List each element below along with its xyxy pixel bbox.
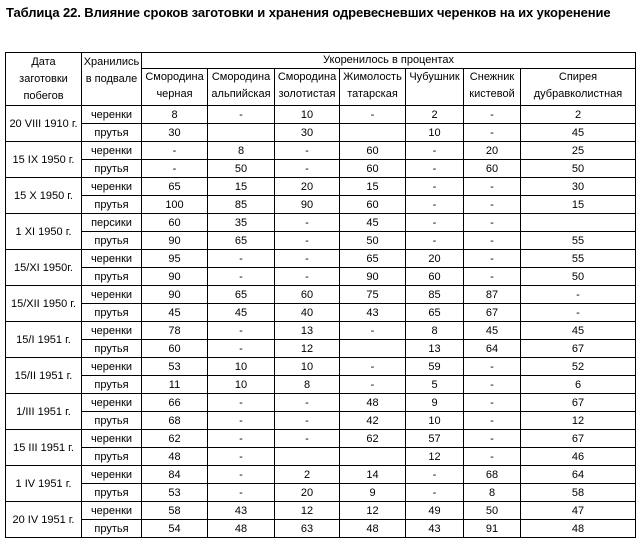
value-cell: - xyxy=(208,250,275,268)
value-cell: 8 xyxy=(464,484,521,502)
table-row xyxy=(6,304,636,322)
date-cell: 1/III 1951 г. xyxy=(6,394,82,430)
header-col-1: Смородина альпийская xyxy=(208,68,275,105)
stored-kind-cell: черенки xyxy=(82,178,142,196)
value-cell: 60 xyxy=(340,196,406,214)
value-cell: - xyxy=(464,376,521,394)
value-cell: - xyxy=(208,430,275,448)
value-cell: 50 xyxy=(521,160,636,178)
value-cell: - xyxy=(464,178,521,196)
table-row xyxy=(6,124,636,142)
stored-kind-cell: черенки xyxy=(82,106,142,124)
value-cell: 10 xyxy=(208,376,275,394)
value-cell: 60 xyxy=(142,214,208,232)
value-cell: 46 xyxy=(521,448,636,466)
value-cell: - xyxy=(340,322,406,340)
value-cell: 9 xyxy=(340,484,406,502)
value-cell: - xyxy=(208,448,275,466)
table-row xyxy=(6,286,636,304)
value-cell: 2 xyxy=(275,466,340,484)
value-cell: 48 xyxy=(340,520,406,538)
value-cell: 5 xyxy=(406,376,464,394)
value-cell: 54 xyxy=(142,520,208,538)
value-cell: 30 xyxy=(275,124,340,142)
value-cell: 50 xyxy=(340,232,406,250)
table-row xyxy=(6,322,636,340)
value-cell: - xyxy=(464,214,521,232)
value-cell xyxy=(275,448,340,466)
table-row xyxy=(6,520,636,538)
value-cell: 60 xyxy=(464,160,521,178)
date-cell: 15/I 1951 г. xyxy=(6,322,82,358)
value-cell: 14 xyxy=(340,466,406,484)
value-cell: - xyxy=(208,340,275,358)
value-cell: 30 xyxy=(521,178,636,196)
value-cell: 87 xyxy=(464,286,521,304)
value-cell: 48 xyxy=(142,448,208,466)
stored-kind-cell: прутья xyxy=(82,160,142,178)
table-row xyxy=(6,358,636,376)
value-cell: 48 xyxy=(521,520,636,538)
value-cell: 13 xyxy=(406,340,464,358)
value-cell: 40 xyxy=(275,304,340,322)
value-cell: - xyxy=(275,142,340,160)
value-cell: - xyxy=(406,214,464,232)
value-cell: 9 xyxy=(406,394,464,412)
value-cell: 60 xyxy=(406,268,464,286)
header-col-6: Спирея дубравколистная xyxy=(521,68,636,105)
value-cell: 8 xyxy=(406,322,464,340)
value-cell: - xyxy=(464,412,521,430)
value-cell: 20 xyxy=(406,250,464,268)
value-cell: - xyxy=(406,178,464,196)
value-cell: - xyxy=(406,142,464,160)
value-cell: 90 xyxy=(142,268,208,286)
table-title: Таблица 22. Влияние сроков заготовки и хранения одревесневших черенков на их укоренение xyxy=(6,5,611,20)
date-cell: 15 IX 1950 г. xyxy=(6,142,82,178)
stored-kind-cell: прутья xyxy=(82,520,142,538)
table-row xyxy=(6,250,636,268)
value-cell: 6 xyxy=(521,376,636,394)
value-cell: 10 xyxy=(406,124,464,142)
value-cell: - xyxy=(208,322,275,340)
value-cell: 12 xyxy=(521,412,636,430)
header-stored: Хранились в подвале xyxy=(82,53,142,106)
value-cell: 20 xyxy=(275,484,340,502)
value-cell: 75 xyxy=(340,286,406,304)
value-cell: 43 xyxy=(208,502,275,520)
value-cell: - xyxy=(464,232,521,250)
value-cell: 67 xyxy=(521,340,636,358)
value-cell: 65 xyxy=(142,178,208,196)
value-cell: 58 xyxy=(521,484,636,502)
value-cell: - xyxy=(275,160,340,178)
value-cell: 55 xyxy=(521,232,636,250)
value-cell: 64 xyxy=(464,340,521,358)
value-cell: 49 xyxy=(406,502,464,520)
value-cell: - xyxy=(464,448,521,466)
value-cell: - xyxy=(464,250,521,268)
value-cell: 59 xyxy=(406,358,464,376)
value-cell: - xyxy=(464,124,521,142)
date-cell: 1 IV 1951 г. xyxy=(6,466,82,502)
value-cell: - xyxy=(208,484,275,502)
table-row xyxy=(6,448,636,466)
value-cell: 67 xyxy=(464,304,521,322)
value-cell: 45 xyxy=(208,304,275,322)
date-cell: 15/XII 1950 г. xyxy=(6,286,82,322)
value-cell: 60 xyxy=(340,142,406,160)
value-cell: 62 xyxy=(340,430,406,448)
table-row xyxy=(6,412,636,430)
value-cell: 90 xyxy=(142,286,208,304)
value-cell: 85 xyxy=(208,196,275,214)
stored-kind-cell: черенки xyxy=(82,250,142,268)
header-col-0: Смородина черная xyxy=(142,68,208,105)
table-row xyxy=(6,394,636,412)
value-cell: - xyxy=(340,106,406,124)
value-cell: - xyxy=(275,412,340,430)
value-cell: 50 xyxy=(464,502,521,520)
table-row xyxy=(6,340,636,358)
stored-kind-cell: персики xyxy=(82,214,142,232)
header-rooted-percent: Укоренилось в процентах xyxy=(142,53,636,69)
value-cell: - xyxy=(464,394,521,412)
table-row xyxy=(6,196,636,214)
value-cell: - xyxy=(208,268,275,286)
value-cell: - xyxy=(208,466,275,484)
value-cell: - xyxy=(275,250,340,268)
table-row xyxy=(6,214,636,232)
value-cell: 58 xyxy=(142,502,208,520)
value-cell: 10 xyxy=(275,358,340,376)
value-cell: 15 xyxy=(521,196,636,214)
value-cell xyxy=(340,124,406,142)
value-cell: 45 xyxy=(521,124,636,142)
stored-kind-cell: черенки xyxy=(82,502,142,520)
value-cell: - xyxy=(340,376,406,394)
value-cell: 15 xyxy=(208,178,275,196)
table-row xyxy=(6,106,636,124)
value-cell: 42 xyxy=(340,412,406,430)
value-cell: - xyxy=(275,214,340,232)
value-cell: 55 xyxy=(521,250,636,268)
value-cell: 45 xyxy=(521,322,636,340)
value-cell: 57 xyxy=(406,430,464,448)
value-cell: 10 xyxy=(406,412,464,430)
value-cell: 84 xyxy=(142,466,208,484)
value-cell: 20 xyxy=(275,178,340,196)
value-cell: 10 xyxy=(208,358,275,376)
value-cell: 11 xyxy=(142,376,208,394)
value-cell: 30 xyxy=(142,124,208,142)
stored-kind-cell: черенки xyxy=(82,466,142,484)
value-cell: 8 xyxy=(208,142,275,160)
value-cell: 12 xyxy=(275,340,340,358)
value-cell: 85 xyxy=(406,286,464,304)
value-cell: 60 xyxy=(340,160,406,178)
rooting-table xyxy=(5,52,636,538)
value-cell: 65 xyxy=(340,250,406,268)
table-row xyxy=(6,376,636,394)
stored-kind-cell: прутья xyxy=(82,412,142,430)
value-cell: 50 xyxy=(208,160,275,178)
value-cell: 15 xyxy=(340,178,406,196)
value-cell: 52 xyxy=(521,358,636,376)
stored-kind-cell: черенки xyxy=(82,322,142,340)
stored-kind-cell: прутья xyxy=(82,340,142,358)
value-cell: 67 xyxy=(521,394,636,412)
value-cell: - xyxy=(464,430,521,448)
value-cell: 45 xyxy=(340,214,406,232)
value-cell: - xyxy=(208,412,275,430)
value-cell: 12 xyxy=(275,502,340,520)
stored-kind-cell: прутья xyxy=(82,376,142,394)
value-cell: - xyxy=(464,106,521,124)
value-cell: - xyxy=(275,394,340,412)
date-cell: 20 IV 1951 г. xyxy=(6,502,82,538)
stored-kind-cell: прутья xyxy=(82,124,142,142)
header-col-5: Снежник кистевой xyxy=(464,68,521,105)
value-cell: - xyxy=(275,232,340,250)
value-cell: 48 xyxy=(208,520,275,538)
value-cell: 65 xyxy=(208,286,275,304)
value-cell: - xyxy=(406,232,464,250)
value-cell: 65 xyxy=(406,304,464,322)
header-col-4: Чубушник xyxy=(406,68,464,105)
value-cell: 20 xyxy=(464,142,521,160)
stored-kind-cell: черенки xyxy=(82,358,142,376)
value-cell: 43 xyxy=(340,304,406,322)
value-cell: - xyxy=(340,358,406,376)
value-cell: - xyxy=(406,484,464,502)
date-cell: 15/XI 1950г. xyxy=(6,250,82,286)
value-cell: 25 xyxy=(521,142,636,160)
value-cell xyxy=(340,448,406,466)
header-date: Дата заготовки побегов xyxy=(6,53,82,106)
date-cell: 15 III 1951 г. xyxy=(6,430,82,466)
value-cell xyxy=(340,340,406,358)
table-row xyxy=(6,142,636,160)
value-cell: 62 xyxy=(142,430,208,448)
value-cell: - xyxy=(142,160,208,178)
value-cell: 53 xyxy=(142,484,208,502)
value-cell: 12 xyxy=(340,502,406,520)
table-row xyxy=(6,484,636,502)
value-cell: 90 xyxy=(275,196,340,214)
stored-kind-cell: прутья xyxy=(82,484,142,502)
value-cell: 2 xyxy=(406,106,464,124)
value-cell: 63 xyxy=(275,520,340,538)
value-cell: 12 xyxy=(406,448,464,466)
value-cell: - xyxy=(275,430,340,448)
stored-kind-cell: черенки xyxy=(82,142,142,160)
stored-kind-cell: прутья xyxy=(82,196,142,214)
value-cell: 2 xyxy=(521,106,636,124)
value-cell: 8 xyxy=(142,106,208,124)
value-cell: 8 xyxy=(275,376,340,394)
value-cell: 47 xyxy=(521,502,636,520)
value-cell: - xyxy=(406,196,464,214)
table-row xyxy=(6,160,636,178)
value-cell: - xyxy=(142,142,208,160)
value-cell: 45 xyxy=(142,304,208,322)
stored-kind-cell: черенки xyxy=(82,394,142,412)
date-cell: 1 XI 1950 г. xyxy=(6,214,82,250)
table-row xyxy=(6,232,636,250)
value-cell: - xyxy=(464,268,521,286)
value-cell: 53 xyxy=(142,358,208,376)
value-cell: 91 xyxy=(464,520,521,538)
value-cell xyxy=(208,124,275,142)
value-cell: 60 xyxy=(275,286,340,304)
stored-kind-cell: черенки xyxy=(82,286,142,304)
stored-kind-cell: прутья xyxy=(82,448,142,466)
value-cell: 65 xyxy=(208,232,275,250)
value-cell: - xyxy=(208,106,275,124)
value-cell: - xyxy=(521,286,636,304)
value-cell: 10 xyxy=(275,106,340,124)
value-cell: - xyxy=(275,268,340,286)
stored-kind-cell: прутья xyxy=(82,304,142,322)
header-col-3: Жимолость татарская xyxy=(340,68,406,105)
value-cell: 95 xyxy=(142,250,208,268)
value-cell: 35 xyxy=(208,214,275,232)
stored-kind-cell: прутья xyxy=(82,232,142,250)
table-row xyxy=(6,178,636,196)
date-cell: 20 VIII 1910 г. xyxy=(6,106,82,142)
value-cell: - xyxy=(208,394,275,412)
value-cell: 48 xyxy=(340,394,406,412)
table-row xyxy=(6,430,636,448)
value-cell: 60 xyxy=(142,340,208,358)
value-cell: - xyxy=(406,466,464,484)
value-cell: - xyxy=(464,358,521,376)
value-cell: 45 xyxy=(464,322,521,340)
table-row xyxy=(6,268,636,286)
value-cell: 100 xyxy=(142,196,208,214)
stored-kind-cell: черенки xyxy=(82,430,142,448)
header-col-2: Смородина золотистая xyxy=(275,68,340,105)
value-cell: 50 xyxy=(521,268,636,286)
value-cell: 13 xyxy=(275,322,340,340)
value-cell: 64 xyxy=(521,466,636,484)
value-cell: 68 xyxy=(464,466,521,484)
value-cell: - xyxy=(464,196,521,214)
table-body xyxy=(6,106,636,538)
value-cell: - xyxy=(521,304,636,322)
table-row xyxy=(6,466,636,484)
date-cell: 15/II 1951 г. xyxy=(6,358,82,394)
value-cell: 43 xyxy=(406,520,464,538)
value-cell xyxy=(521,214,636,232)
stored-kind-cell: прутья xyxy=(82,268,142,286)
value-cell: 78 xyxy=(142,322,208,340)
value-cell: - xyxy=(406,160,464,178)
date-cell: 15 X 1950 г. xyxy=(6,178,82,214)
value-cell: 67 xyxy=(521,430,636,448)
value-cell: 68 xyxy=(142,412,208,430)
value-cell: 66 xyxy=(142,394,208,412)
value-cell: 90 xyxy=(340,268,406,286)
value-cell: 90 xyxy=(142,232,208,250)
table-row xyxy=(6,502,636,520)
